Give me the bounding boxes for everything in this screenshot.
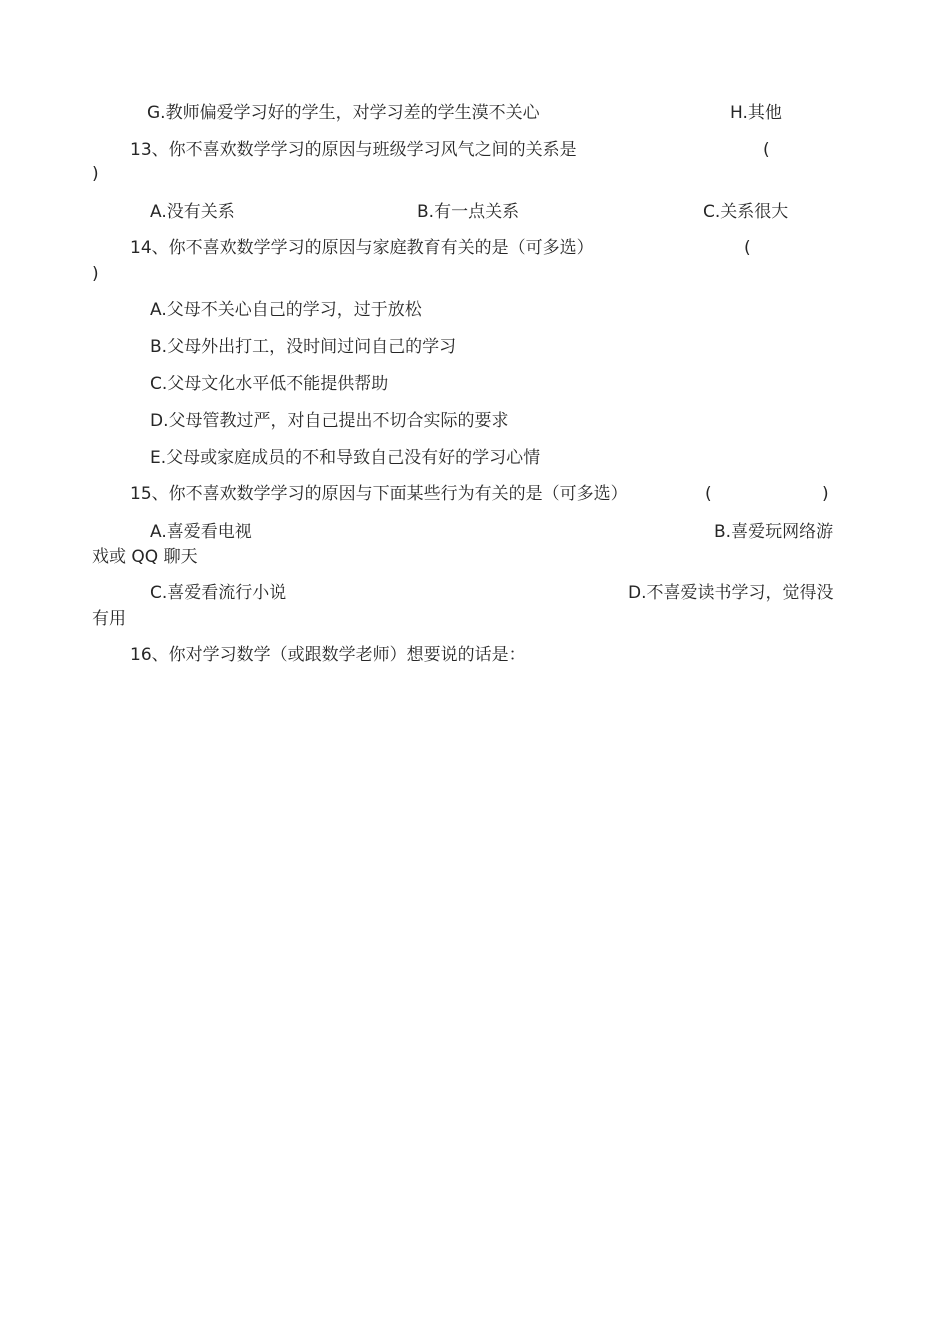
q15-paren-open: ( — [705, 484, 712, 504]
q14-option-b: B.父母外出打工，没时间过问自己的学习 — [150, 337, 457, 357]
q15-question: 15、你不喜欢数学学习的原因与下面某些行为有关的是（可多选） — [130, 484, 628, 504]
q14-option-c: C.父母文化水平低不能提供帮助 — [150, 374, 389, 394]
q15-option-d: D.不喜爱读书学习，觉得没 — [628, 583, 834, 603]
q15-option-b: B.喜爱玩网络游 — [714, 522, 834, 542]
q14-option-e: E.父母或家庭成员的不和导致自己没有好的学习心情 — [150, 448, 541, 468]
q13-paren-close: ) — [92, 164, 99, 184]
q14-option-d: D.父母管教过严，对自己提出不切合实际的要求 — [150, 411, 509, 431]
q15-option-a: A.喜爱看电视 — [150, 522, 252, 542]
q15-option-d-continued: 有用 — [92, 609, 126, 629]
q13-option-a: A.没有关系 — [150, 202, 235, 222]
q15-option-c: C.喜爱看流行小说 — [150, 583, 287, 603]
q13-option-c: C.关系很大 — [703, 202, 789, 222]
q14-question: 14、你不喜欢数学学习的原因与家庭教育有关的是（可多选） — [130, 238, 594, 258]
q14-paren-close: ) — [92, 264, 99, 284]
q12-option-g: G.教师偏爱学习好的学生，对学习差的学生漠不关心 — [147, 103, 540, 123]
q12-option-h: H.其他 — [730, 103, 782, 123]
q14-paren-open: ( — [744, 238, 751, 258]
q15-paren-close: ) — [822, 484, 829, 504]
q13-paren-open: ( — [763, 140, 770, 160]
q13-question: 13、你不喜欢数学学习的原因与班级学习风气之间的关系是 — [130, 140, 577, 160]
q16-question: 16、你对学习数学（或跟数学老师）想要说的话是： — [130, 645, 526, 665]
q14-option-a: A.父母不关心自己的学习，过于放松 — [150, 300, 422, 320]
q15-option-b-continued: 戏或 QQ 聊天 — [92, 547, 198, 567]
q13-option-b: B.有一点关系 — [417, 202, 520, 222]
